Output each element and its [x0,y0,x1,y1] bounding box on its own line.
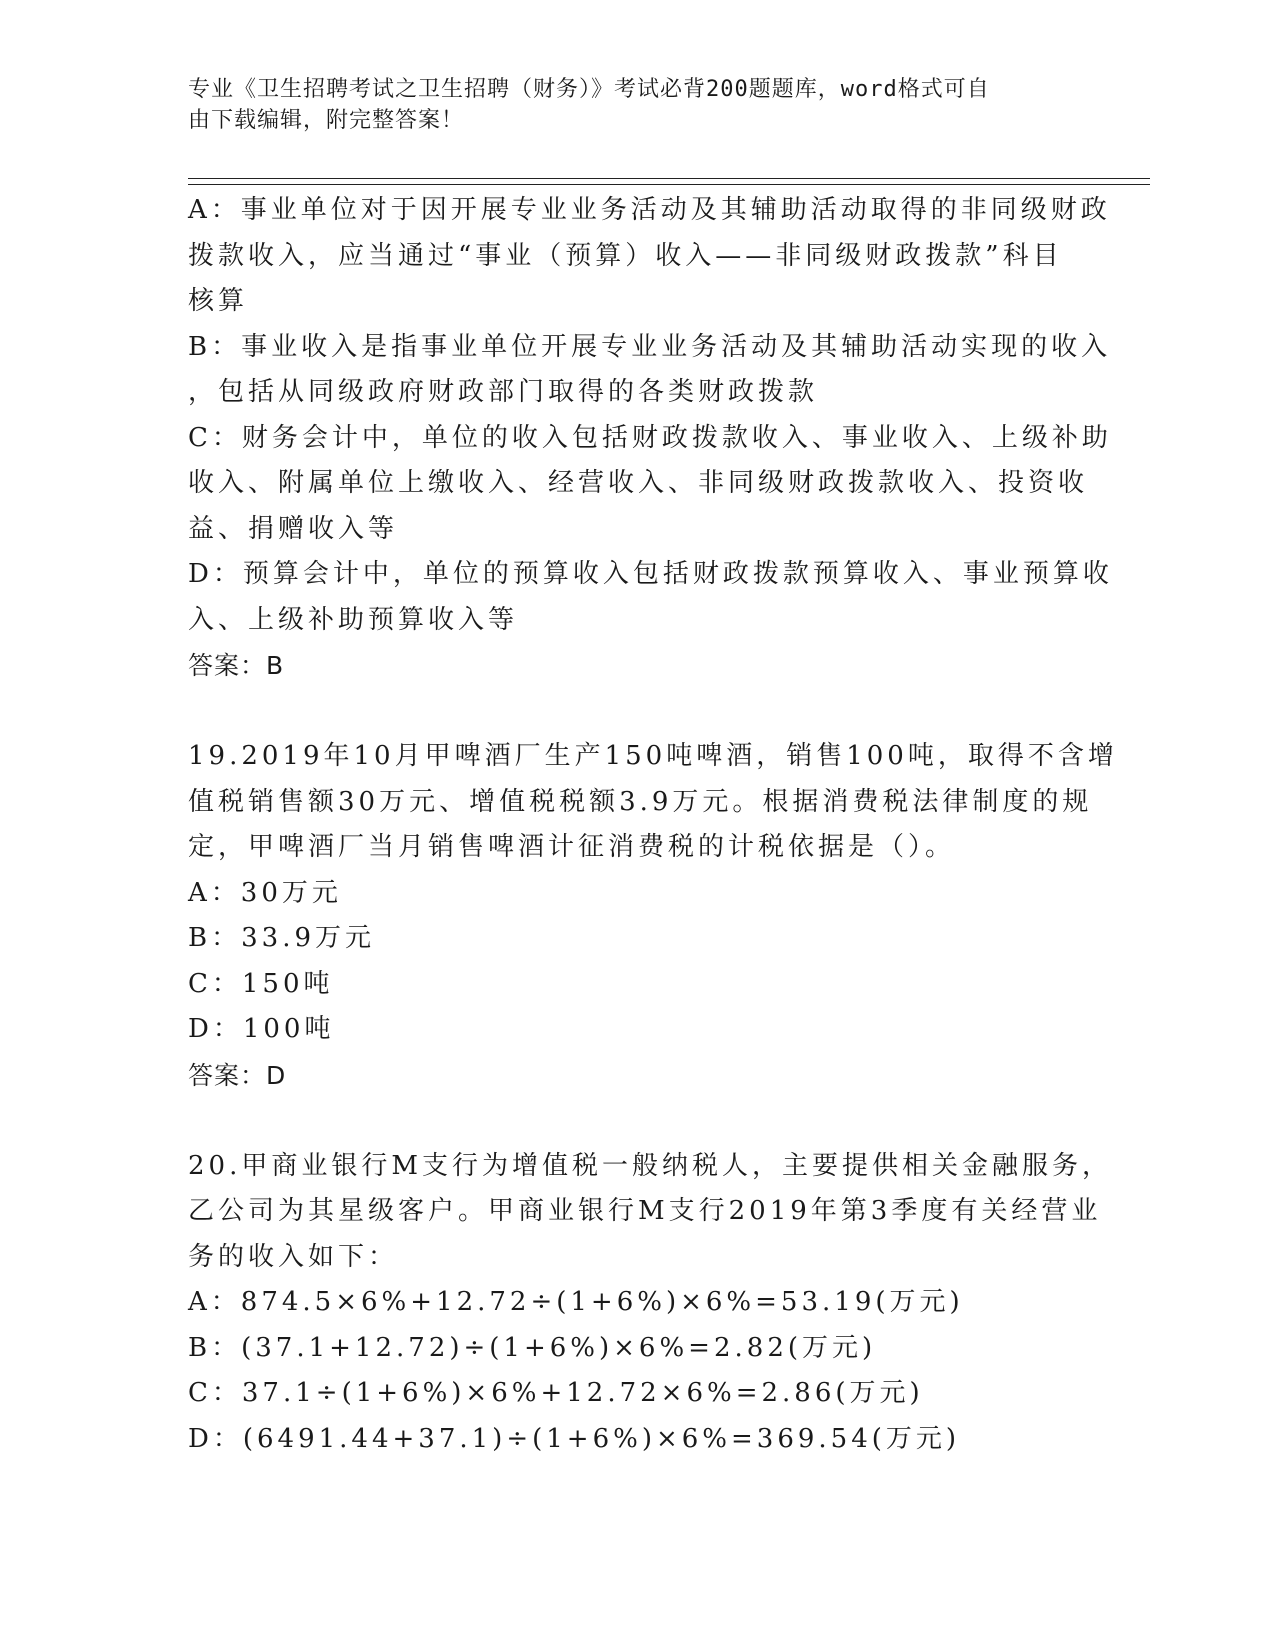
q19-stem [188,734,1118,871]
spacer [188,1098,1068,1144]
q19-option-c: C：150吨 [188,968,334,999]
document-header [188,74,1068,136]
q19-option-a: A：30万元 [188,877,342,908]
header-title-line-2: 由下载编辑，附完整答案！ [188,108,465,133]
q18-option-a-line-2: 拨款收入，应当通过“事业（预算）收入——非同级财政拨款”科目 [188,240,1063,271]
header-divider-bottom [188,184,1150,185]
q18-option-c-line-2: 收入、附属单位上缴收入、经营收入、非同级财政拨款收入、投资收 [188,468,1089,498]
q18-option-b-line-2: ，包括从同级政府财政部门取得的各类财政拨款 [188,377,819,407]
q18-option-a [188,188,1111,325]
q20-stem-line-3: 务的收入如下： [188,1241,399,1272]
q19-stem-line-1: 19.2019年10月甲啤酒厂生产150吨啤酒，销售100吨，取得不含增 [188,741,1118,771]
q18-option-c-line-1: C：财务会计中，单位的收入包括财政拨款收入、事业收入、上级补助 [188,422,1112,453]
q20-stem-line-2: 乙公司为其星级客户。甲商业银行M支行2019年第3季度有关经营业 [188,1196,1102,1226]
document-body [188,188,1118,1462]
spacer [188,689,1068,735]
q20-option-c: C：37.1÷(1+6%)×6%+12.72×6%=2.86(万元) [188,1378,924,1408]
q19-answer: 答案：D [188,1060,287,1090]
q18-option-d-line-2: 入、上级补助预算收入等 [188,604,519,635]
header-divider-top [188,178,1150,179]
q18-option-a-line-1: A：事业单位对于因开展专业业务活动及其辅助活动取得的非同级财政 [188,195,1111,225]
q18-option-b [188,325,1112,416]
q20-option-a: A：874.5×6%+12.72÷(1+6%)×6%=53.19(万元) [188,1287,964,1317]
q18-option-c [188,416,1112,553]
q20-option-d: D：(6491.44+37.1)÷(1+6%)×6%=369.54(万元) [188,1423,961,1454]
q20-stem-line-1: 20.甲商业银行M支行为增值税一般纳税人，主要提供相关金融服务， [188,1150,1112,1181]
question-18 [188,188,1113,689]
q18-option-c-line-3: 益、捐赠收入等 [188,513,399,544]
q19-option-d: D：100吨 [188,1014,335,1044]
question-20 [188,1144,1112,1463]
q18-option-d [188,552,1113,643]
q18-option-a-line-3: 核算 [188,286,249,316]
question-19 [188,734,1118,1098]
q19-option-b: B：33.9万元 [188,923,375,953]
q18-answer: 答案：B [188,651,285,680]
q20-stem [188,1144,1112,1281]
q18-option-b-line-1: B：事业收入是指事业单位开展专业业务活动及其辅助活动实现的收入 [188,331,1112,362]
q18-option-d-line-1: D：预算会计中，单位的预算收入包括财政拨款预算收入、事业预算收 [188,559,1113,589]
q19-stem-line-2: 值税销售额30万元、增值税税额3.9万元。根据消费税法律制度的规 [188,786,1093,817]
q20-option-b: B：(37.1+12.72)÷(1+6%)×6%=2.82(万元) [188,1332,877,1363]
q19-stem-line-3: 定，甲啤酒厂当月销售啤酒计征消费税的计税依据是（）。 [188,832,956,862]
header-title-line-1: 专业《卫生招聘考试之卫生招聘（财务）》考试必背200题题库，word格式可自 [188,77,990,102]
